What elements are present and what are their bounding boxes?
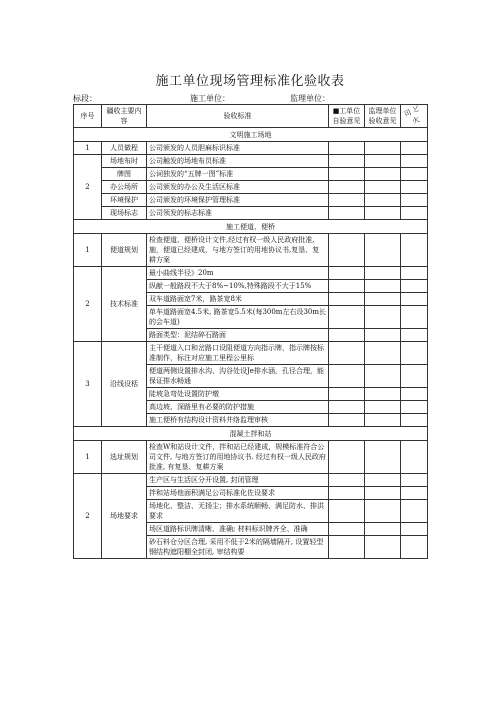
standard-cell: 检查W和站设计文件，拌和站已经建成，规模标准符合公司文件, 与地方签订的用地协议书. 经过有权一级人民政府批准, 有复垦、复耕方案 bbox=[147, 441, 329, 474]
standard-cell: 公司触发的场地布员标准 bbox=[147, 155, 329, 168]
self-check-cell bbox=[329, 414, 365, 427]
extra-cell bbox=[401, 168, 428, 181]
supervisor-check-cell bbox=[365, 207, 401, 220]
extra-cell bbox=[401, 523, 428, 536]
table-row bbox=[74, 142, 428, 155]
supervisor-check-cell bbox=[365, 280, 401, 293]
row-number: 2 bbox=[74, 474, 102, 559]
section-row bbox=[74, 128, 428, 142]
table-row bbox=[74, 181, 428, 194]
extra-cell bbox=[401, 342, 428, 365]
self-check-cell bbox=[329, 388, 365, 401]
section-row bbox=[74, 220, 428, 234]
supervisor-check-cell bbox=[365, 523, 401, 536]
extra-cell bbox=[401, 365, 428, 388]
supervisor-check-cell bbox=[365, 181, 401, 194]
extra-cell bbox=[401, 293, 428, 306]
supervisor-check-cell bbox=[365, 401, 401, 414]
supervisor-check-cell bbox=[365, 474, 401, 487]
header-self-check: ■工单位自验意见 bbox=[329, 105, 365, 128]
supervisor-check-cell bbox=[365, 293, 401, 306]
row-number: 1 bbox=[74, 142, 102, 155]
table-row bbox=[74, 207, 428, 220]
extra-cell bbox=[401, 155, 428, 168]
row-number: 3 bbox=[74, 342, 102, 427]
self-check-cell bbox=[329, 500, 365, 523]
extra-cell bbox=[401, 388, 428, 401]
supervisor-check-cell bbox=[365, 500, 401, 523]
standard-cell: 公司颁发的办公及生活区标准 bbox=[147, 181, 329, 194]
supervisor-check-cell bbox=[365, 234, 401, 267]
item-cell: 技术标准 bbox=[102, 267, 147, 342]
row-number: 1 bbox=[74, 441, 102, 474]
self-check-cell bbox=[329, 207, 365, 220]
standard-cell: 公司颁发的人员胆麻标识标准 bbox=[147, 142, 329, 155]
standard-cell: 生产区与生活区分开设置, 封闭管理 bbox=[147, 474, 329, 487]
section-field: 标段： bbox=[73, 94, 97, 103]
self-check-cell bbox=[329, 474, 365, 487]
standard-cell: 最小曲线半径》20m bbox=[147, 267, 329, 280]
extra-cell bbox=[401, 487, 428, 500]
section-row bbox=[74, 427, 428, 441]
item-cell: 办公场所 bbox=[102, 181, 147, 194]
self-check-cell bbox=[329, 329, 365, 342]
extra-cell bbox=[401, 234, 428, 267]
standard-cell: 高边坡、深路里有必要的防护措施 bbox=[147, 401, 329, 414]
supervisor-check-cell bbox=[365, 536, 401, 559]
extra-cell bbox=[401, 329, 428, 342]
extra-cell bbox=[401, 306, 428, 329]
supervisor-check-cell bbox=[365, 365, 401, 388]
header-no: 序号 bbox=[74, 105, 102, 128]
standard-cell: 陡坡急弯处设置防护墩 bbox=[147, 388, 329, 401]
item-cell: 场地要求 bbox=[102, 474, 147, 559]
standard-cell: 拌和站场他面积满足公司标准化佐设要求 bbox=[147, 487, 329, 500]
supervisor-check-cell bbox=[365, 487, 401, 500]
standard-cell: 场区道路标识牌清晰、准确; 材料标识牌齐全、准确 bbox=[147, 523, 329, 536]
table-row bbox=[74, 267, 428, 280]
standard-cell: 检查便道、便桥设计文件,经过有权一级人民政府批准,施，便道已经建成，与地方签订的用地协议书,复垦、复耕方案 bbox=[147, 234, 329, 267]
self-check-cell bbox=[329, 293, 365, 306]
extra-cell bbox=[401, 414, 428, 427]
self-check-cell bbox=[329, 142, 365, 155]
page-title: 施工单位现场管理标准化验收表 bbox=[155, 74, 345, 89]
extra-cell bbox=[401, 536, 428, 559]
extra-cell bbox=[401, 441, 428, 474]
supervisor-check-cell bbox=[365, 155, 401, 168]
extra-cell bbox=[401, 194, 428, 207]
supervisor-field: 监理单位： bbox=[290, 94, 330, 103]
standard-cell: 施工便桥有结构设计资料井络监理审核 bbox=[147, 414, 329, 427]
item-cell: 现场标志 bbox=[102, 207, 147, 220]
self-check-cell bbox=[329, 523, 365, 536]
supervisor-check-cell bbox=[365, 142, 401, 155]
self-check-cell bbox=[329, 487, 365, 500]
item-cell: 便道规划 bbox=[102, 234, 147, 267]
standard-cell: 主干便道入口和岔路口设阻便道方向指示牌，指示牌按标准制作，标注对应施工里程公里标 bbox=[147, 342, 329, 365]
self-check-cell bbox=[329, 194, 365, 207]
standard-cell: 场地化、整洁、无扬尘；排水系统顺畅、满足防水、排洪要求 bbox=[147, 500, 329, 523]
extra-cell bbox=[401, 280, 428, 293]
header-row bbox=[74, 105, 428, 128]
extra-cell bbox=[401, 401, 428, 414]
supervisor-check-cell bbox=[365, 342, 401, 365]
standard-cell: 公司颁发的环境保护管理标准 bbox=[147, 194, 329, 207]
standard-cell: 公词独发的“五牌一图”标准 bbox=[147, 168, 329, 181]
table-row bbox=[74, 474, 428, 487]
item-cell: 选址规划 bbox=[102, 441, 147, 474]
section-title: 文明施工场地 bbox=[74, 128, 428, 142]
extra-cell bbox=[401, 500, 428, 523]
supervisor-check-cell bbox=[365, 388, 401, 401]
supervisor-check-cell bbox=[365, 306, 401, 329]
section-title: 混凝土拌和站 bbox=[74, 427, 428, 441]
self-check-cell bbox=[329, 168, 365, 181]
table-row bbox=[74, 155, 428, 168]
extra-cell bbox=[401, 474, 428, 487]
self-check-cell bbox=[329, 181, 365, 194]
self-check-cell bbox=[329, 441, 365, 474]
table-row bbox=[74, 234, 428, 267]
supervisor-check-cell bbox=[365, 168, 401, 181]
standard-cell: 纵献一般路段不大于8%~10%,特殊路段不大于15% bbox=[147, 280, 329, 293]
header-supervisor-check: 监理单位验收意见 bbox=[365, 105, 401, 128]
contractor-field: 施工单位： bbox=[190, 94, 230, 103]
table-row bbox=[74, 194, 428, 207]
self-check-cell bbox=[329, 280, 365, 293]
header-extra: 司 ど火 bbox=[401, 105, 428, 128]
supervisor-check-cell bbox=[365, 414, 401, 427]
standard-cell: 砂石料仓分区合理, 采用不低于2米的隔墙隔开, 设置轻型钢结构遮阳棚全封闭, 审结构要 bbox=[147, 536, 329, 559]
supervisor-check-cell bbox=[365, 194, 401, 207]
acceptance-table bbox=[73, 104, 428, 559]
section-title: 施工便道、便桥 bbox=[74, 220, 428, 234]
item-cell: 场地布时 bbox=[102, 155, 147, 168]
standard-cell: 单车道路面宽4.5米, 路茶宽5.5米(每300m左右设30m长的会车道) bbox=[147, 306, 329, 329]
supervisor-check-cell bbox=[365, 267, 401, 280]
extra-cell bbox=[401, 142, 428, 155]
item-cell: 人员做程 bbox=[102, 142, 147, 155]
standard-cell: 路面类型：泥结碎石路面 bbox=[147, 329, 329, 342]
self-check-cell bbox=[329, 536, 365, 559]
self-check-cell bbox=[329, 267, 365, 280]
item-cell: 牌图 bbox=[102, 168, 147, 181]
item-cell: 环境保护 bbox=[102, 194, 147, 207]
self-check-cell bbox=[329, 306, 365, 329]
standard-cell: 便道两侧设置排水沟、沟谷处设Je排水涵，孔径合理，能保证排水畅通 bbox=[147, 365, 329, 388]
table-row bbox=[74, 168, 428, 181]
header-standard: 验收标准 bbox=[147, 105, 329, 128]
row-number: 1 bbox=[74, 234, 102, 267]
supervisor-check-cell bbox=[365, 441, 401, 474]
self-check-cell bbox=[329, 401, 365, 414]
item-cell: 沿线设栝 bbox=[102, 342, 147, 427]
self-check-cell bbox=[329, 342, 365, 365]
standard-cell: 双车道路面宽7米，路茶宽8米 bbox=[147, 293, 329, 306]
row-number: 2 bbox=[74, 267, 102, 342]
self-check-cell bbox=[329, 365, 365, 388]
self-check-cell bbox=[329, 234, 365, 267]
standard-cell: 公司领发的标志标准 bbox=[147, 207, 329, 220]
self-check-cell bbox=[329, 155, 365, 168]
row-number: 2 bbox=[74, 155, 102, 220]
extra-cell bbox=[401, 181, 428, 194]
extra-cell bbox=[401, 207, 428, 220]
table-row bbox=[74, 441, 428, 474]
supervisor-check-cell bbox=[365, 329, 401, 342]
table-row bbox=[74, 342, 428, 365]
header-item: 疆收主要内容 bbox=[102, 105, 147, 128]
extra-cell bbox=[401, 267, 428, 280]
